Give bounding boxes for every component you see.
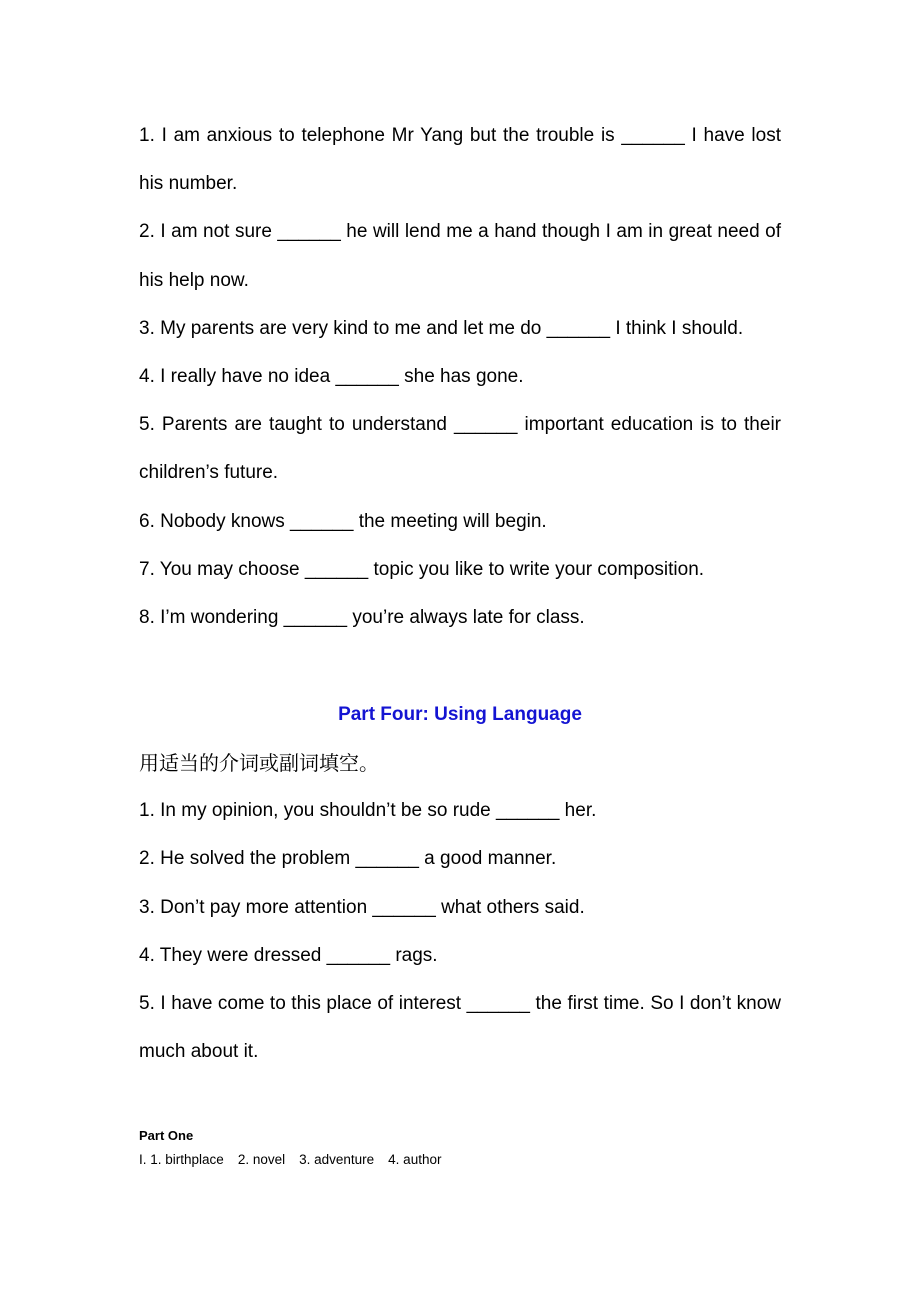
answer-key-line — [139, 1147, 781, 1173]
part-four-section — [139, 739, 781, 1076]
question-p3-5: 5. Parents are taught to understand ______ important education is to their children’s future. — [139, 414, 781, 484]
part-four-instruction: 用适当的介词或副词填空。 — [139, 751, 379, 775]
question-p4-1: 1. In my opinion, you shouldn’t be so rude ______ her. — [139, 800, 597, 822]
question-p3-1: 1. I am anxious to telephone Mr Yang but the trouble is ______ I have lost his number. — [139, 125, 781, 195]
answer-item-3: 3. adventure — [299, 1152, 375, 1167]
answer-line-prefix: I. — [139, 1152, 151, 1167]
question-p3-7: 7. You may choose ______ topic you like to write your composition. — [139, 558, 705, 580]
question-p4-5: 5. I have come to this place of interest ______ the first time. So I don’t know much about it. — [139, 993, 781, 1063]
question-p4-3: 3. Don’t pay more attention ______ what others said. — [139, 896, 585, 918]
question-p4-2: 2. He solved the problem ______ a good manner. — [139, 848, 557, 870]
answer-item-4: 4. author — [388, 1152, 442, 1167]
answer-key-title: Part One — [139, 1128, 194, 1143]
question-p3-4: 4. I really have no idea ______ she has gone. — [139, 366, 524, 388]
question-p4-4: 4. They were dressed ______ rags. — [139, 944, 438, 966]
question-p3-6: 6. Nobody knows ______ the meeting will begin. — [139, 510, 547, 532]
answer-item-2: 2. novel — [237, 1152, 286, 1167]
question-p3-3: 3. My parents are very kind to me and let me do ______ I think I should. — [139, 317, 744, 339]
answer-item-1: 1. birthplace — [150, 1152, 224, 1167]
section-title-part-four: Part Four: Using Language — [338, 704, 582, 725]
question-p3-2: 2. I am not sure ______ he will lend me a hand though I am in great need of his help now. — [139, 221, 781, 291]
document-page — [139, 112, 781, 1167]
question-p3-8: 8. I’m wondering ______ you’re always late for class. — [139, 607, 585, 629]
answer-key — [139, 1125, 781, 1173]
